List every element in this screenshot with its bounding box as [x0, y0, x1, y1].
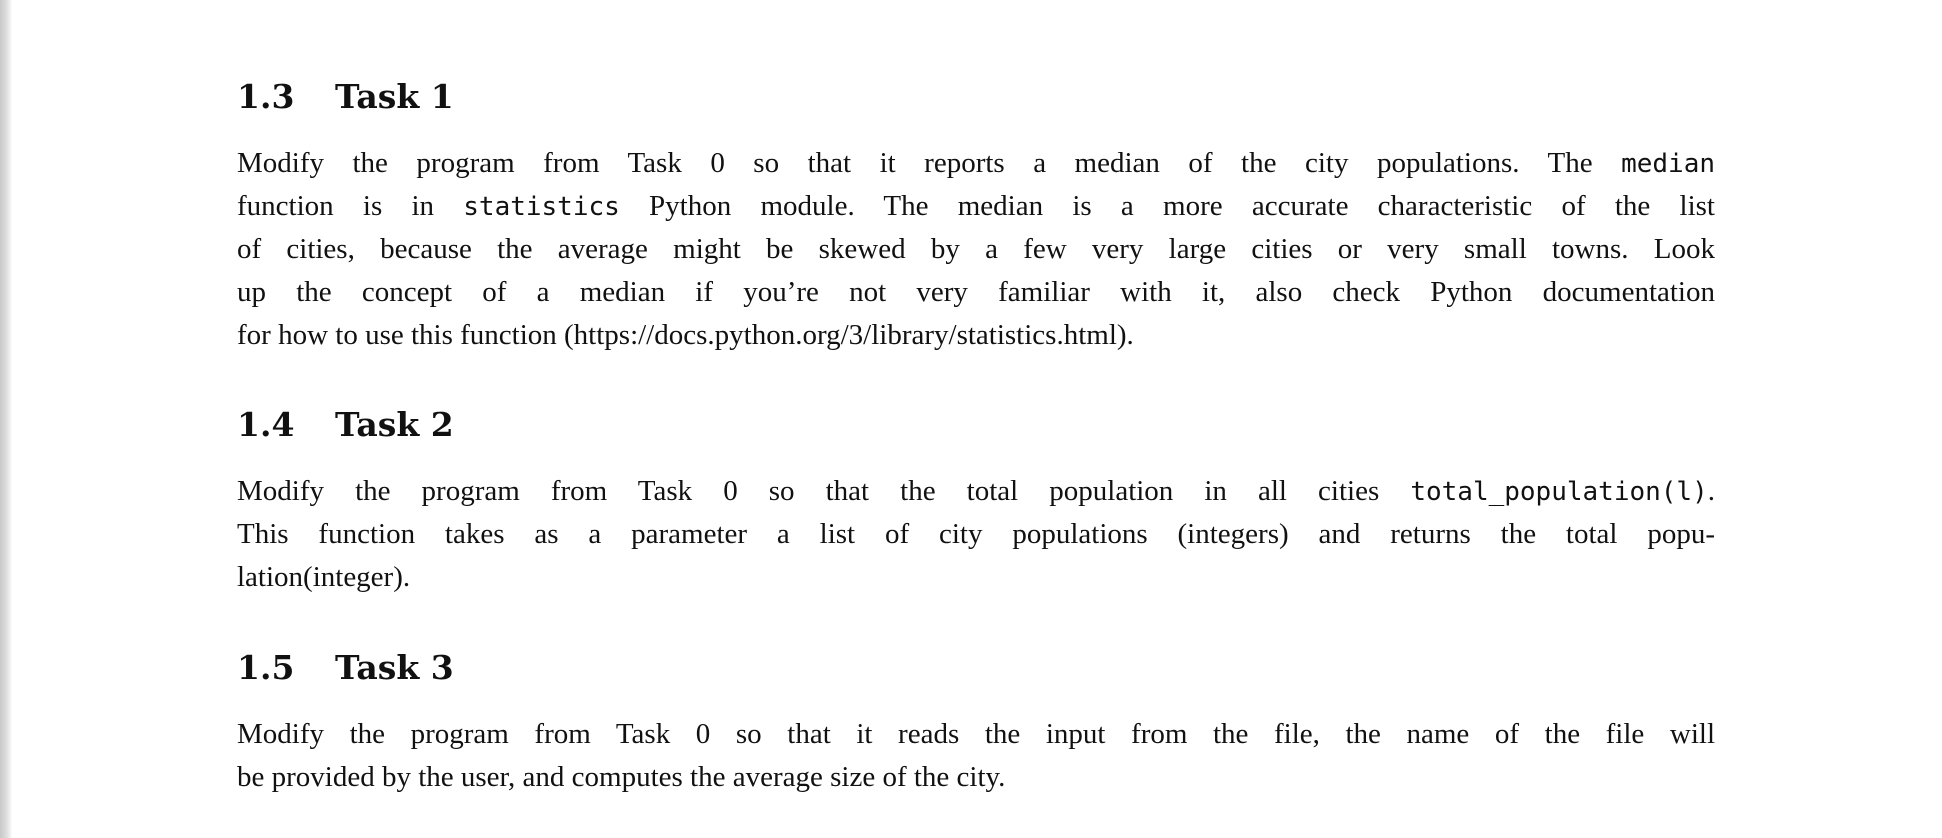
section-heading-1-3: [237, 77, 454, 117]
text-run: lation(integer).: [237, 561, 411, 593]
section-title: Task 3: [335, 648, 454, 687]
paragraph-line: [237, 513, 1715, 556]
section-number: 1.4: [237, 405, 295, 444]
section-paragraph-task-3: [237, 713, 1715, 799]
section-paragraph-task-1: [237, 142, 1715, 357]
inline-code: statistics: [463, 192, 620, 222]
text-run: of cities, because the average might be skewed by a few very large cities or very small towns. Look: [237, 233, 1715, 265]
paragraph-line: [237, 228, 1715, 271]
page-left-edge-shadow: [0, 0, 12, 838]
paragraph-line: [237, 756, 1715, 799]
text-run: .: [1707, 475, 1715, 507]
inline-code: median: [1621, 149, 1715, 179]
text-run: Modify the program from Task 0 so that it reports a median of the city populations. The: [237, 147, 1622, 179]
text-run: This function takes as a parameter a list of city populations (integers) and returns the total popu-: [237, 518, 1715, 550]
section-heading-1-5: [237, 648, 454, 688]
text-run: for how to use this function (https://docs.python.org/3/library/statistics.html).: [237, 319, 1134, 351]
text-run: be provided by the user, and computes the average size of the city.: [237, 761, 1006, 793]
paragraph-line: [237, 185, 1715, 228]
text-run: Modify the program from Task 0 so that the total population in all cities: [237, 475, 1411, 507]
section-heading-1-4: [237, 405, 454, 445]
section-title: Task 2: [335, 405, 454, 444]
section-number: 1.5: [237, 648, 295, 687]
text-run: Modify the program from Task 0 so that it reads the input from the file, the name of the file will: [237, 718, 1715, 750]
text-run: up the concept of a median if you’re not very familiar with it, also check Python documentation: [237, 276, 1715, 308]
section-paragraph-task-2: [237, 470, 1715, 599]
paragraph-line: [237, 142, 1715, 185]
text-run: function is in: [237, 190, 464, 222]
paragraph-line: [237, 713, 1715, 756]
inline-code: total_population(l): [1410, 477, 1708, 507]
section-number: 1.3: [237, 77, 295, 116]
paragraph-line: [237, 271, 1715, 314]
section-title: Task 1: [335, 77, 454, 116]
text-run: Python module. The median is a more accurate characteristic of the list: [619, 190, 1715, 222]
paragraph-line: [237, 556, 1715, 599]
paragraph-line: [237, 314, 1715, 357]
paragraph-line: [237, 470, 1715, 513]
